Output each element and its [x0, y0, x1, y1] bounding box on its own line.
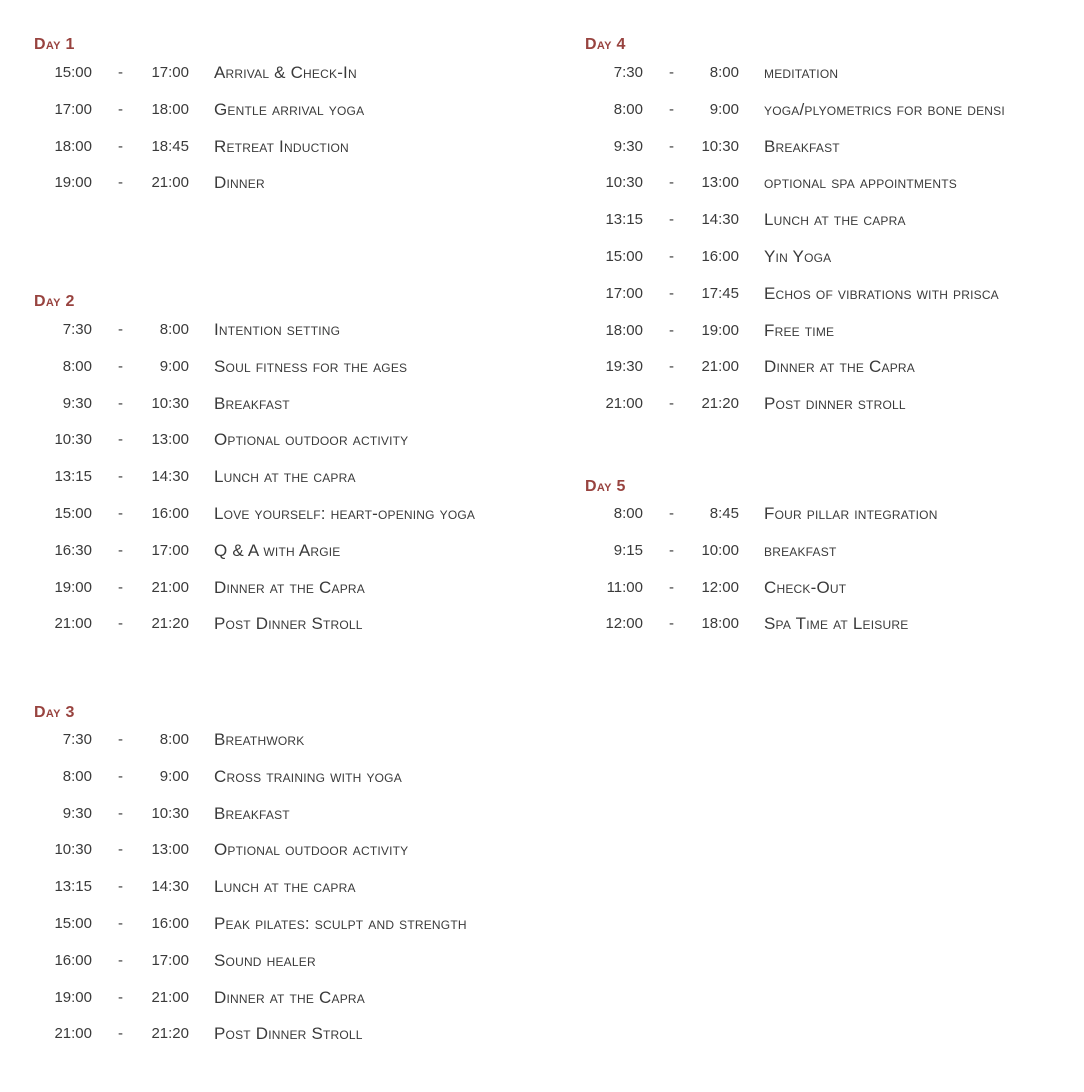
schedule-row — [585, 284, 1084, 304]
activity-name: Dinner — [214, 173, 265, 193]
time-separator: - — [118, 915, 123, 932]
start-time: 17:00 — [54, 100, 92, 118]
activity-name: Four pillar integration — [764, 504, 938, 523]
start-time: 9:30 — [613, 137, 643, 155]
end-time: 13:00 — [151, 841, 189, 859]
end-time: 18:00 — [701, 615, 739, 633]
end-time: 21:00 — [701, 358, 739, 376]
start-time: 16:30 — [54, 541, 92, 559]
end-time: 17:00 — [151, 951, 189, 969]
end-time: 16:00 — [151, 505, 189, 522]
start-time: 19:30 — [605, 358, 643, 376]
end-time: 10:30 — [701, 137, 739, 155]
activity-name: Dinner at the Capra — [214, 577, 365, 597]
start-time: 13:15 — [54, 468, 92, 486]
end-time: 21:20 — [151, 615, 189, 633]
time-separator: - — [118, 174, 123, 192]
activity-name: Peak pilates: sculpt and strength — [214, 914, 467, 933]
activity-name: yoga/plyometrics for bone densi — [764, 99, 1005, 119]
schedule-row — [34, 730, 574, 750]
schedule-row — [585, 614, 1084, 634]
schedule-row — [34, 804, 574, 824]
schedule-row — [34, 914, 574, 934]
time-separator: - — [669, 321, 674, 339]
schedule-row — [585, 173, 1084, 193]
day-title: Day 1 — [34, 36, 75, 53]
start-time: 18:00 — [605, 321, 643, 339]
start-time: 7:30 — [613, 64, 643, 81]
time-separator: - — [669, 174, 674, 192]
schedule-row — [585, 541, 1084, 561]
activity-name: Breathwork — [214, 730, 305, 749]
start-time: 18:00 — [54, 137, 92, 155]
activity-name: Arrival & Check-In — [214, 63, 357, 82]
time-separator: - — [118, 468, 123, 486]
time-separator: - — [118, 137, 123, 155]
activity-name: Sound healer — [214, 950, 316, 970]
time-separator: - — [118, 431, 123, 449]
end-time: 10:30 — [151, 394, 189, 412]
start-time: 10:30 — [54, 431, 92, 449]
end-time: 14:30 — [701, 211, 739, 229]
day-title: Day 5 — [585, 478, 626, 495]
activity-name: Lunch at the capra — [214, 467, 356, 487]
schedule-row — [34, 63, 574, 83]
activity-name: Intention setting — [214, 320, 341, 339]
activity-name: Optional outdoor activity — [214, 430, 409, 450]
schedule-row — [34, 578, 574, 598]
time-separator: - — [118, 321, 123, 338]
end-time: 21:00 — [151, 578, 189, 596]
start-time: 16:00 — [54, 951, 92, 969]
schedule-row — [34, 951, 574, 971]
end-time: 13:00 — [701, 174, 739, 192]
schedule-row — [34, 614, 574, 634]
end-time: 8:00 — [709, 64, 739, 81]
start-time: 9:30 — [62, 394, 92, 412]
schedule-row — [585, 63, 1084, 83]
time-separator: - — [669, 211, 674, 229]
end-time: 14:30 — [151, 468, 189, 486]
schedule-row — [34, 767, 574, 787]
end-time: 17:45 — [701, 284, 739, 302]
start-time: 7:30 — [62, 731, 92, 748]
activity-name: optional spa appointments — [764, 173, 957, 193]
start-time: 8:00 — [613, 100, 643, 118]
start-time: 10:30 — [605, 174, 643, 192]
time-separator: - — [118, 578, 123, 596]
time-separator: - — [669, 505, 674, 522]
start-time: 9:30 — [62, 804, 92, 822]
time-separator: - — [118, 767, 123, 785]
time-separator: - — [118, 731, 123, 748]
time-separator: - — [118, 64, 123, 81]
schedule-row — [34, 541, 574, 561]
schedule-row — [34, 394, 574, 414]
time-separator: - — [669, 541, 674, 559]
schedule-row — [34, 357, 574, 377]
activity-name: Optional outdoor activity — [214, 840, 409, 860]
end-time: 21:00 — [151, 174, 189, 192]
end-time: 19:00 — [701, 321, 739, 339]
end-time: 12:00 — [701, 578, 739, 596]
start-time: 11:00 — [606, 578, 643, 596]
activity-name: breakfast — [764, 540, 837, 560]
start-time: 19:00 — [54, 174, 92, 192]
start-time: 8:00 — [62, 767, 92, 785]
activity-name: Soul fitness for the ages — [214, 356, 408, 376]
start-time: 8:00 — [613, 505, 643, 522]
end-time: 21:20 — [701, 395, 739, 413]
time-separator: - — [669, 615, 674, 633]
end-time: 18:45 — [151, 137, 189, 155]
end-time: 10:30 — [151, 804, 189, 822]
activity-name: Breakfast — [214, 803, 290, 823]
start-time: 19:00 — [54, 988, 92, 1006]
activity-name: Q & A with Argie — [214, 540, 341, 560]
start-time: 15:00 — [605, 248, 643, 265]
schedule-row — [34, 100, 574, 120]
end-time: 18:00 — [151, 100, 189, 118]
day-title: Day 4 — [585, 36, 626, 53]
schedule-row — [34, 137, 574, 157]
end-time: 16:00 — [151, 915, 189, 932]
activity-name: Breakfast — [214, 393, 290, 413]
end-time: 10:00 — [701, 541, 739, 559]
start-time: 8:00 — [62, 357, 92, 375]
activity-name: Post dinner stroll — [764, 394, 906, 414]
schedule-row — [585, 247, 1084, 267]
time-separator: - — [118, 541, 123, 559]
day-title: Day 2 — [34, 293, 75, 310]
time-separator: - — [669, 100, 674, 118]
activity-name: Retreat Induction — [214, 136, 349, 156]
end-time: 13:00 — [151, 431, 189, 449]
activity-name: Yin Yoga — [764, 247, 832, 266]
time-separator: - — [118, 1025, 123, 1043]
time-separator: - — [118, 357, 123, 375]
end-time: 8:00 — [159, 731, 189, 748]
time-separator: - — [118, 841, 123, 859]
schedule-row — [585, 394, 1084, 414]
activity-name: Lunch at the capra — [214, 877, 356, 897]
day-title: Day 3 — [34, 704, 75, 721]
schedule-row — [585, 504, 1084, 524]
activity-name: meditation — [764, 63, 839, 82]
activity-name: Love yourself: heart-opening yoga — [214, 504, 476, 523]
schedule-row — [34, 877, 574, 897]
activity-name: Echos of vibrations with prisca — [764, 283, 999, 303]
schedule-row — [585, 100, 1084, 120]
schedule-row — [34, 504, 574, 524]
start-time: 15:00 — [54, 505, 92, 522]
start-time: 10:30 — [54, 841, 92, 859]
activity-name: Dinner at the Capra — [764, 357, 915, 377]
time-separator: - — [669, 64, 674, 81]
time-separator: - — [669, 248, 674, 265]
time-separator: - — [118, 394, 123, 412]
activity-name: Spa Time at Leisure — [764, 614, 909, 634]
start-time: 19:00 — [54, 578, 92, 596]
time-separator: - — [669, 284, 674, 302]
start-time: 21:00 — [54, 615, 92, 633]
start-time: 13:15 — [605, 211, 643, 229]
time-separator: - — [118, 951, 123, 969]
start-time: 17:00 — [605, 284, 643, 302]
end-time: 8:45 — [709, 505, 739, 522]
time-separator: - — [669, 358, 674, 376]
start-time: 15:00 — [54, 915, 92, 932]
end-time: 9:00 — [709, 100, 739, 118]
schedule-row — [585, 321, 1084, 341]
time-separator: - — [669, 578, 674, 596]
start-time: 21:00 — [605, 395, 643, 413]
schedule-row — [34, 1024, 574, 1044]
activity-name: Free time — [764, 320, 835, 340]
schedule-row — [585, 578, 1084, 598]
start-time: 21:00 — [54, 1025, 92, 1043]
time-separator: - — [118, 804, 123, 822]
schedule-row — [34, 320, 574, 340]
time-separator: - — [118, 100, 123, 118]
schedule-row — [34, 173, 574, 193]
activity-name: Post Dinner Stroll — [214, 614, 363, 634]
time-separator: - — [118, 878, 123, 896]
end-time: 9:00 — [159, 767, 189, 785]
schedule-row — [34, 840, 574, 860]
time-separator: - — [669, 395, 674, 413]
activity-name: Dinner at the Capra — [214, 987, 365, 1007]
start-time: 15:00 — [54, 64, 92, 81]
activity-name: Cross training with yoga — [214, 766, 402, 786]
time-separator: - — [669, 137, 674, 155]
start-time: 9:15 — [613, 541, 643, 559]
start-time: 12:00 — [605, 615, 643, 633]
end-time: 16:00 — [701, 248, 739, 265]
schedule-row — [34, 430, 574, 450]
activity-name: Gentle arrival yoga — [214, 99, 365, 119]
activity-name: Lunch at the capra — [764, 210, 906, 230]
time-separator: - — [118, 988, 123, 1006]
end-time: 21:20 — [151, 1025, 189, 1043]
end-time: 17:00 — [151, 64, 189, 81]
schedule-row — [585, 210, 1084, 230]
start-time: 7:30 — [62, 321, 92, 338]
schedule-row — [34, 988, 574, 1008]
end-time: 9:00 — [159, 357, 189, 375]
activity-name: Post Dinner Stroll — [214, 1024, 363, 1044]
schedule-row — [34, 467, 574, 487]
schedule-row — [585, 357, 1084, 377]
time-separator: - — [118, 615, 123, 633]
end-time: 17:00 — [151, 541, 189, 559]
end-time: 14:30 — [151, 878, 189, 896]
schedule-row — [585, 137, 1084, 157]
end-time: 21:00 — [151, 988, 189, 1006]
activity-name: Check-Out — [764, 577, 847, 597]
activity-name: Breakfast — [764, 136, 840, 156]
start-time: 13:15 — [54, 878, 92, 896]
time-separator: - — [118, 505, 123, 522]
end-time: 8:00 — [159, 321, 189, 338]
